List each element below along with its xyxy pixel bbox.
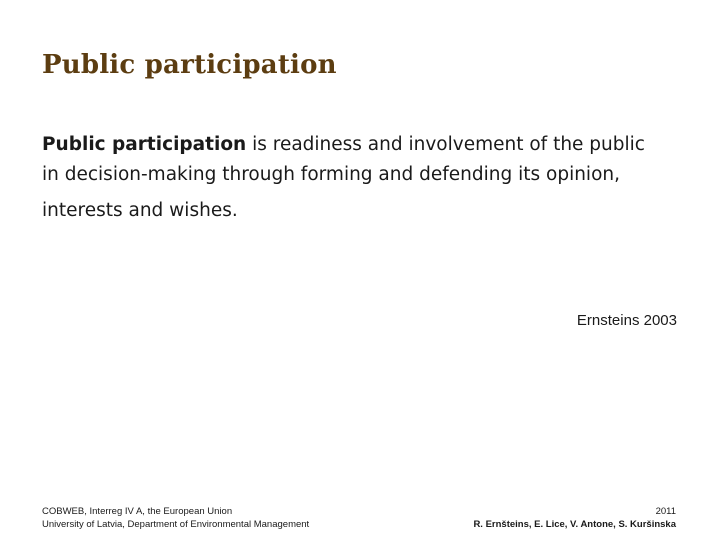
definition-line-3: interests and wishes. (42, 200, 238, 221)
footer-authors: R. Ernšteins, E. Lice, V. Antone, S. Kuršinska (473, 519, 676, 530)
footer-project: COBWEB, Interreg IV A, the European Union (42, 506, 233, 517)
definition-line-1-rest: is readiness and involvement of the public (246, 134, 645, 155)
footer-year: 2011 (655, 506, 676, 517)
definition-line-1 (42, 130, 692, 160)
slide-title: Public participation (42, 50, 337, 80)
footer-institution: University of Latvia, Department of Environmental Management (42, 519, 310, 530)
footer-right (473, 505, 676, 531)
footer-left (42, 505, 309, 531)
definition-term: Public participation (42, 134, 247, 155)
definition-line-2: in decision-making through forming and defending its opinion, (42, 164, 620, 185)
citation: Ernsteins 2003 (576, 312, 677, 329)
definition-text (42, 130, 692, 226)
